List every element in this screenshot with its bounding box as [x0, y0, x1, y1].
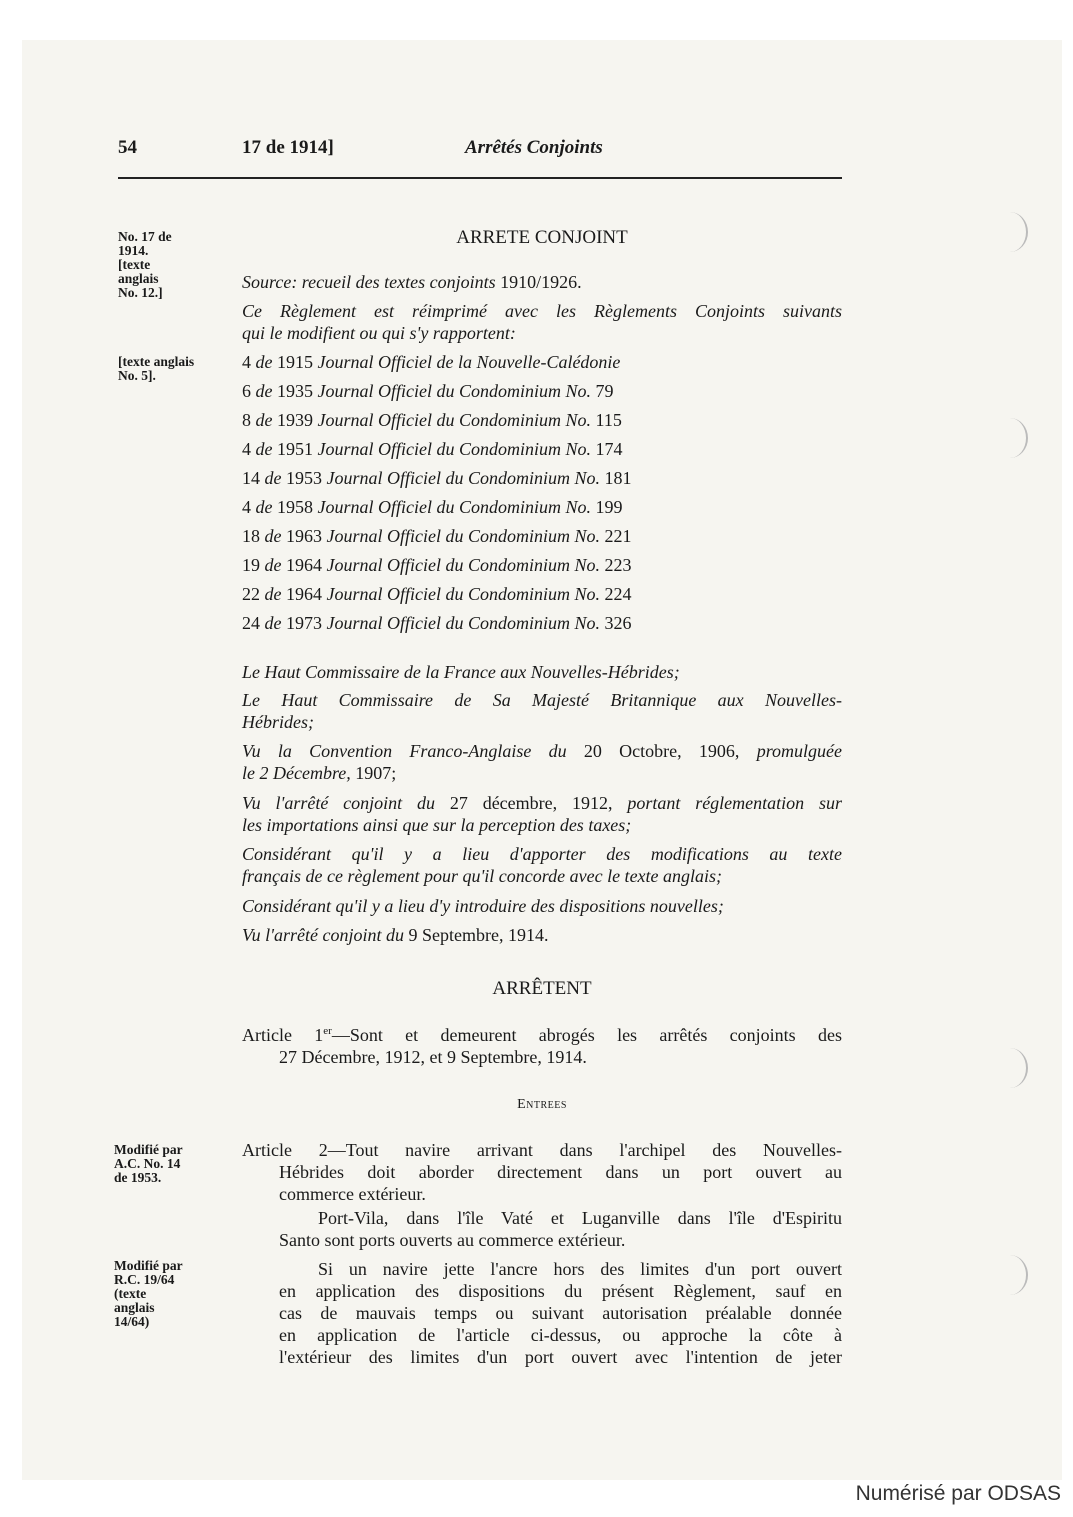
amendment-journal: Journal Officiel du Condominium No. — [326, 613, 600, 633]
margin-note-4: Modifié par R.C. 19/64 (texte anglais 14/64) — [114, 1258, 183, 1329]
article-1-line-2: 27 Décembre, 1912, et 9 Septembre, 1914. — [279, 1047, 587, 1067]
punch-hole — [992, 212, 1028, 252]
running-title: Arrêtés Conjoints — [465, 137, 603, 158]
margin-note-3: Modifié par A.C. No. 14 de 1953. — [114, 1142, 183, 1185]
article-2-line-2: Hébrides doit aborder directement dans un port ouvert au — [279, 1162, 842, 1182]
amendment-journal: Journal Officiel du Condominium No. — [317, 410, 591, 430]
preamble-2-line-2: Hébrides; — [242, 712, 314, 732]
amendment-de: de — [264, 468, 282, 488]
preamble-3-line-2: le 2 Décembre, 1907; — [242, 763, 397, 783]
amendment-year: 1939 — [277, 410, 313, 430]
punch-hole — [992, 1048, 1028, 1088]
amendment-journal: Journal Officiel du Condominium No. — [317, 381, 591, 401]
amendment-year: 1973 — [286, 613, 322, 633]
article-1-line-1: Article 1er—Sont et demeurent abrogés les arrêtés conjoints des — [242, 1025, 842, 1045]
amendment-journal-number: 199 — [595, 497, 623, 517]
reprint-note-line-2: qui le modifient ou qui s'y rapportent: — [242, 323, 516, 343]
amendment-year: 1958 — [277, 497, 313, 517]
amendment-de: de — [264, 526, 282, 546]
preamble-1: Le Haut Commissaire de la France aux Nouvelles-Hébrides; — [242, 662, 680, 682]
amendment-row — [242, 381, 842, 402]
article-2-para-3-line-1: Si un navire jette l'ancre hors des limites d'un port ouvert — [318, 1259, 842, 1279]
amendment-number: 22 — [242, 584, 260, 604]
amendment-number: 4 — [242, 497, 251, 517]
amendment-journal-number: 224 — [604, 584, 632, 604]
amendment-row — [242, 439, 842, 460]
arretent-heading: ARRÊTENT — [492, 978, 592, 999]
amendment-journal-number: 181 — [604, 468, 632, 488]
header-rule — [118, 177, 842, 179]
amendment-number: 6 — [242, 381, 251, 401]
amendment-journal-number: 326 — [604, 613, 632, 633]
amendment-journal: Journal Officiel de la Nouvelle-Calédonie — [317, 352, 621, 372]
amendment-year: 1935 — [277, 381, 313, 401]
amendment-year: 1915 — [277, 352, 313, 372]
amendment-de: de — [255, 352, 273, 372]
amendment-journal: Journal Officiel du Condominium No. — [326, 468, 600, 488]
article-2-para-3-line-5: l'extérieur des limites d'un port ouvert avec l'intention de jeter — [279, 1347, 842, 1367]
amendment-row — [242, 555, 842, 576]
amendment-row — [242, 613, 842, 634]
source-line: Source: recueil des textes conjoints 1910/1926. — [242, 272, 582, 292]
amendment-de: de — [255, 410, 273, 430]
preamble-6: Considérant qu'il y a lieu d'y introduire des dispositions nouvelles; — [242, 896, 724, 916]
preamble-5-line-1: Considérant qu'il y a lieu d'apporter des modifications au texte — [242, 844, 842, 864]
amendment-de: de — [255, 497, 273, 517]
amendment-number: 4 — [242, 352, 251, 372]
amendment-number: 8 — [242, 410, 251, 430]
page-number: 54 — [118, 137, 137, 158]
article-2-para-2-line-1: Port-Vila, dans l'île Vaté et Luganville dans l'île d'Espiritu — [318, 1208, 842, 1228]
amendment-journal: Journal Officiel du Condominium No. — [326, 526, 600, 546]
section-entrees: Entrees — [517, 1097, 567, 1112]
punch-hole — [992, 1255, 1028, 1295]
amendment-journal-number: 174 — [595, 439, 623, 459]
digitization-credit: Numérisé par ODSAS — [855, 1482, 1061, 1505]
preamble-4-line-1: Vu l'arrêté conjoint du 27 décembre, 1912, portant réglementation sur — [242, 793, 843, 813]
preamble-5-line-2: français de ce règlement pour qu'il concorde avec le texte anglais; — [242, 866, 723, 886]
amendment-journal-number: 115 — [595, 410, 622, 430]
amendment-de: de — [255, 381, 273, 401]
amendment-year: 1964 — [286, 584, 322, 604]
amendment-number: 14 — [242, 468, 260, 488]
article-2-para-3-line-3: cas de mauvais temps ou suivant autorisation préalable donnée — [279, 1303, 842, 1323]
amendment-year: 1964 — [286, 555, 322, 575]
amendment-de: de — [264, 584, 282, 604]
amendment-row — [242, 584, 842, 605]
amendment-journal: Journal Officiel du Condominium No. — [326, 555, 600, 575]
amendment-journal-number: 223 — [604, 555, 632, 575]
amendment-year: 1951 — [277, 439, 313, 459]
amendment-row — [242, 468, 842, 489]
preamble-4-line-2: les importations ainsi que sur la perception des taxes; — [242, 815, 632, 835]
margin-note-1: No. 17 de 1914. [texte anglais No. 12.] — [118, 229, 172, 300]
amendment-number: 24 — [242, 613, 260, 633]
header-ref: 17 de 1914] — [242, 137, 334, 158]
amendment-number: 19 — [242, 555, 260, 575]
preamble-7: Vu l'arrêté conjoint du 9 Septembre, 1914. — [242, 925, 549, 945]
article-2-para-3-line-2: en application des dispositions du présent Règlement, sauf en — [279, 1281, 842, 1301]
article-2-line-1: Article 2—Tout navire arrivant dans l'archipel des Nouvelles- — [242, 1140, 842, 1160]
main-title: ARRETE CONJOINT — [456, 227, 628, 248]
amendment-de: de — [264, 555, 282, 575]
margin-note-2: [texte anglais No. 5]. — [118, 354, 195, 383]
amendment-row — [242, 352, 842, 373]
reprint-note-line-1: Ce Règlement est réimprimé avec les Règlements Conjoints suivants — [242, 301, 842, 321]
amendment-journal-number: 79 — [595, 381, 614, 401]
amendment-journal: Journal Officiel du Condominium No. — [317, 439, 591, 459]
amendment-year: 1963 — [286, 526, 322, 546]
preamble-3-line-1: Vu la Convention Franco-Anglaise du 20 Octobre, 1906, promulguée — [242, 741, 843, 761]
punch-hole — [992, 418, 1028, 458]
article-2-line-3: commerce extérieur. — [279, 1184, 426, 1204]
amendment-number: 4 — [242, 439, 251, 459]
amendment-number: 18 — [242, 526, 260, 546]
amendment-journal-number: 221 — [604, 526, 632, 546]
amendment-journal: Journal Officiel du Condominium No. — [326, 584, 600, 604]
amendment-de: de — [255, 439, 273, 459]
preamble-2-line-1: Le Haut Commissaire de Sa Majesté Britannique aux Nouvelles- — [242, 690, 842, 710]
amendment-row — [242, 497, 842, 518]
amendment-row — [242, 526, 842, 547]
amendment-year: 1953 — [286, 468, 322, 488]
amendment-journal: Journal Officiel du Condominium No. — [317, 497, 591, 517]
amendment-de: de — [264, 613, 282, 633]
amendment-row — [242, 410, 842, 431]
article-2-para-3-line-4: en application de l'article ci-dessus, ou approche la côte à — [279, 1325, 842, 1345]
article-2-para-2-line-2: Santo sont ports ouverts au commerce extérieur. — [279, 1230, 626, 1250]
